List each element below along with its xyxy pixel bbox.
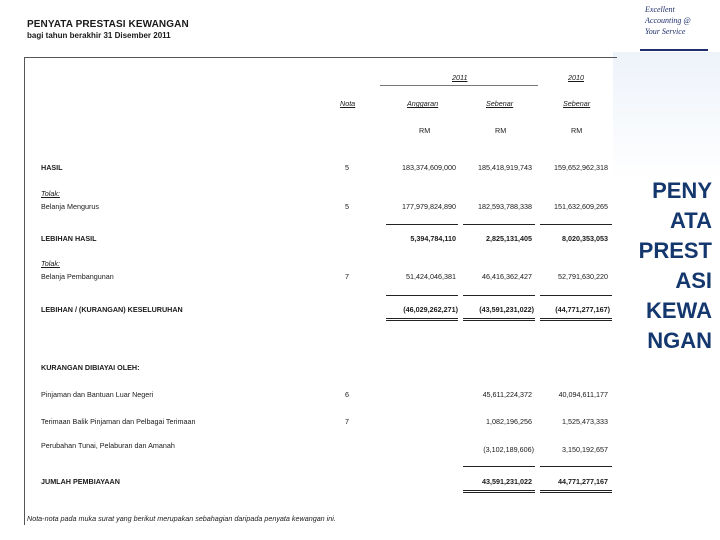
slide-title-line: ATA xyxy=(670,208,712,233)
row-label-lebihan-hasil: LEBIHAN HASIL xyxy=(41,234,97,243)
row-nota: 7 xyxy=(345,417,349,426)
row-sebenar-2010: 52,791,630,220 xyxy=(558,272,608,281)
row-sebenar-2010: 151,632,609,265 xyxy=(554,202,608,211)
row-anggaran: (46,029,262,271) xyxy=(403,305,458,314)
total-double-rule xyxy=(463,490,535,493)
unit-label: RM xyxy=(495,126,507,135)
subtotal-rule xyxy=(540,224,612,225)
row-sebenar-2010: 1,525,473,333 xyxy=(562,417,608,426)
row-label-belanja-pembangunan: Belanja Pembangunan xyxy=(41,272,114,281)
col-sebenar-2011-header: Sebenar xyxy=(486,99,514,108)
statement-table-frame xyxy=(24,57,617,525)
row-label-belanja-mengurus: Belanja Mengurus xyxy=(41,202,99,211)
statement-title: PENYATA PRESTASI KEWANGAN xyxy=(27,19,189,30)
year-2010-header: 2010 xyxy=(568,73,584,82)
slide-title-line: KEWA xyxy=(646,298,712,323)
brand-line-1: Excellent xyxy=(645,5,675,14)
brand-line-2: Accounting @ xyxy=(645,16,691,25)
col-anggaran-header: Anggaran xyxy=(407,99,439,108)
row-sebenar-2011: (43,591,231,022) xyxy=(479,305,534,314)
row-nota: 5 xyxy=(345,202,349,211)
slide-title-line: ASI xyxy=(675,268,712,293)
tolak-label: Tolak: xyxy=(41,259,60,268)
row-label-terimaan: Terimaan Balik Pinjaman dan Pelbagai Terimaan xyxy=(41,417,196,426)
slide-title-line: PENY xyxy=(652,178,712,203)
brand-line-3: Your Service xyxy=(645,27,686,36)
row-sebenar-2010: 40,094,611,177 xyxy=(558,390,608,399)
brand-logo-text xyxy=(645,4,720,37)
brand-underline xyxy=(640,49,708,51)
row-anggaran: 183,374,609,000 xyxy=(402,163,456,172)
row-anggaran: 177,979,824,890 xyxy=(402,202,456,211)
row-sebenar-2010: 159,652,962,318 xyxy=(554,163,608,172)
row-sebenar-2010: (44,771,277,167) xyxy=(555,305,610,314)
total-double-rule xyxy=(386,318,458,321)
subtotal-rule xyxy=(463,466,535,467)
year-2011-rule xyxy=(380,85,538,86)
row-sebenar-2011: 2,825,131,405 xyxy=(486,234,532,243)
row-sebenar-2010: 8,020,353,053 xyxy=(562,234,608,243)
row-label-pinjaman: Pinjaman dan Bantuan Luar Negeri xyxy=(41,390,154,399)
col-nota-header: Nota xyxy=(340,99,356,108)
tolak-label: Tolak: xyxy=(41,189,60,198)
subtotal-rule xyxy=(463,224,535,225)
row-sebenar-2011: 43,591,231,022 xyxy=(482,477,532,486)
row-label-jumlah-pembiayaan: JUMLAH PEMBIAYAAN xyxy=(41,477,120,486)
slide-title-line: NGAN xyxy=(647,328,712,353)
slide-title-line: PREST xyxy=(638,238,712,263)
subtotal-rule xyxy=(463,295,535,296)
kurangan-heading: KURANGAN DIBIAYAI OLEH: xyxy=(41,363,140,372)
row-sebenar-2011: 1,082,196,256 xyxy=(486,417,532,426)
total-double-rule xyxy=(540,318,612,321)
row-anggaran: 51,424,046,381 xyxy=(406,272,456,281)
subtotal-rule xyxy=(540,466,612,467)
col-sebenar-2010-header: Sebenar xyxy=(563,99,591,108)
row-sebenar-2010: 44,771,277,167 xyxy=(558,477,608,486)
row-label-hasil: HASIL xyxy=(41,163,63,172)
year-2011-header: 2011 xyxy=(452,73,468,82)
row-sebenar-2011: (3,102,189,606) xyxy=(483,445,534,454)
row-anggaran: 5,394,784,110 xyxy=(410,234,456,243)
row-sebenar-2010: 3,150,192,657 xyxy=(562,445,608,454)
footnote: Nota-nota pada muka surat yang berikut merupakan sebahagian daripada penyata kewangan ini. xyxy=(27,514,336,523)
row-label-perubahan: Perubahan Tunai, Pelaburan dan Amanah xyxy=(41,441,175,450)
row-sebenar-2011: 185,418,919,743 xyxy=(478,163,532,172)
subtotal-rule xyxy=(386,224,458,225)
subtotal-rule xyxy=(386,295,458,296)
row-label-lebihan-keseluruhan: LEBIHAN / (KURANGAN) KESELURUHAN xyxy=(41,305,183,314)
row-sebenar-2011: 46,416,362,427 xyxy=(482,272,532,281)
row-nota: 7 xyxy=(345,272,349,281)
row-nota: 5 xyxy=(345,163,349,172)
row-sebenar-2011: 182,593,788,338 xyxy=(478,202,532,211)
row-sebenar-2011: 45,611,224,372 xyxy=(482,390,532,399)
unit-label: RM xyxy=(571,126,583,135)
subtotal-rule xyxy=(540,295,612,296)
total-double-rule xyxy=(540,490,612,493)
row-nota: 6 xyxy=(345,390,349,399)
side-stripe-decoration xyxy=(613,52,720,182)
total-double-rule xyxy=(463,318,535,321)
unit-label: RM xyxy=(419,126,431,135)
statement-subtitle: bagi tahun berakhir 31 Disember 2011 xyxy=(27,31,171,40)
